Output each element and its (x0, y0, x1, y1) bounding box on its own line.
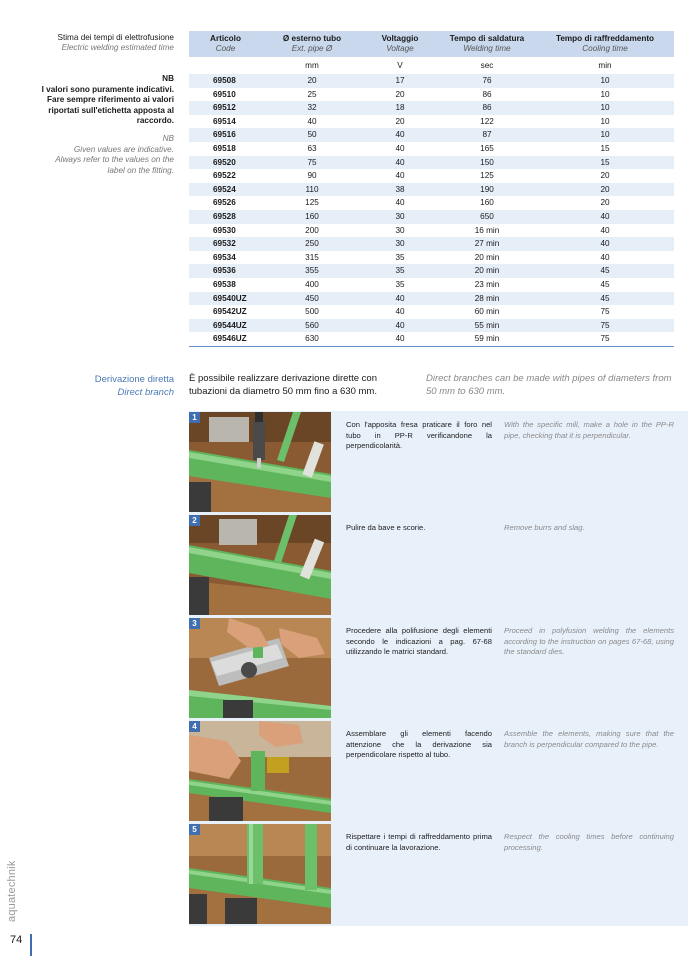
table-cell: 10 (536, 101, 674, 115)
table-row (189, 196, 674, 210)
table-row (189, 169, 674, 183)
col-header-code: Articolo (189, 31, 262, 44)
table-cell: 86 (438, 101, 536, 115)
step-text-it: Con l'apposita fresa praticare il foro nel tubo in PP-R verificandone la perpendicolarità. (346, 420, 492, 451)
unit-cell (189, 58, 262, 75)
sidebar-title-en: Electric welding estimated time (61, 43, 174, 52)
table-cell: 69540UZ (189, 292, 262, 306)
col-header-welding-time: Tempo di saldatura (438, 31, 536, 44)
table-cell: 40 (536, 237, 674, 251)
nb-it-line: Fare sempre riferimento ai valori (47, 95, 174, 105)
table-row (189, 101, 674, 115)
step-text-it: Procedere alla polifusione degli elementi secondo le indicazioni a pag. 67-68 utilizzando le matrici standard. (346, 626, 492, 657)
unit-cell: mm (262, 58, 362, 75)
table-row (189, 224, 674, 238)
table-cell: 20 min (438, 264, 536, 278)
step-number-badge: 1 (189, 412, 200, 423)
table-cell: 20 (536, 196, 674, 210)
table-cell: 315 (262, 251, 362, 265)
table-cell: 18 (362, 101, 438, 115)
section-label-en: Direct branch (117, 387, 174, 398)
table-row (189, 88, 674, 102)
table-cell: 75 (536, 319, 674, 333)
table-cell: 69520 (189, 156, 262, 170)
step-5 (189, 824, 688, 924)
table-row (189, 251, 674, 265)
table-cell: 30 (362, 210, 438, 224)
step-text-it: Assemblare gli elementi facendo attenzione che la derivazione sia perpendicolare rispetto al tubo. (346, 729, 492, 760)
table-cell: 10 (536, 74, 674, 88)
step-4 (189, 721, 688, 821)
table-cell: 40 (262, 115, 362, 129)
table-row (189, 74, 674, 88)
brand-logo (6, 858, 20, 922)
table-cell: 35 (362, 251, 438, 265)
col-header-welding-time-en: Welding time (438, 44, 536, 58)
table-cell: 55 min (438, 319, 536, 333)
step-photo (189, 824, 331, 924)
table-row (189, 128, 674, 142)
table-cell: 75 (536, 332, 674, 346)
table-cell: 35 (362, 264, 438, 278)
table-cell: 40 (362, 142, 438, 156)
table-cell: 69508 (189, 74, 262, 88)
table-cell: 60 min (438, 305, 536, 319)
table-cell: 17 (362, 74, 438, 88)
table-cell: 160 (262, 210, 362, 224)
nb-en-line: NB (162, 133, 174, 143)
table-cell: 69544UZ (189, 319, 262, 333)
brand-text: aquatechnik (6, 860, 18, 922)
table-cell: 63 (262, 142, 362, 156)
table-cell: 160 (438, 196, 536, 210)
welding-times-table (189, 31, 674, 347)
nb-it-line: I valori sono puramente indicativi. (41, 84, 174, 94)
table-cell: 90 (262, 169, 362, 183)
table-cell: 69524 (189, 183, 262, 197)
table-row (189, 305, 674, 319)
table-cell: 165 (438, 142, 536, 156)
table-cell: 40 (536, 210, 674, 224)
sidebar-title-it: Stima dei tempi di elettrofusione (57, 33, 174, 42)
table-cell: 69534 (189, 251, 262, 265)
table-cell: 69516 (189, 128, 262, 142)
table-cell: 250 (262, 237, 362, 251)
table-cell: 40 (362, 156, 438, 170)
table-row (189, 156, 674, 170)
table-cell: 69528 (189, 210, 262, 224)
step-number-badge: 5 (189, 824, 200, 835)
step-text-it: Rispettare i tempi di raffreddamento prima di continuare la lavorazione. (346, 832, 492, 852)
table-cell: 25 (262, 88, 362, 102)
nb-en-line: Given values are indicative. (73, 144, 174, 154)
unit-cell: min (536, 58, 674, 75)
table-cell: 28 min (438, 292, 536, 306)
table-cell: 40 (362, 292, 438, 306)
table-cell: 125 (262, 196, 362, 210)
table-cell: 45 (536, 278, 674, 292)
table-cell: 200 (262, 224, 362, 238)
table-cell: 450 (262, 292, 362, 306)
table-row (189, 264, 674, 278)
table-cell: 40 (362, 128, 438, 142)
table-row (189, 183, 674, 197)
table-cell: 69526 (189, 196, 262, 210)
step-photo (189, 412, 331, 512)
table-cell: 40 (362, 169, 438, 183)
table-cell: 50 (262, 128, 362, 142)
table-cell: 69518 (189, 142, 262, 156)
step-number-badge: 3 (189, 618, 200, 629)
section-label-it: Derivazione diretta (94, 374, 174, 385)
table-row (189, 292, 674, 306)
unit-cell: sec (438, 58, 536, 75)
table-row (189, 319, 674, 333)
table-cell: 20 min (438, 251, 536, 265)
table-cell: 69538 (189, 278, 262, 292)
table-row (189, 332, 674, 346)
col-header-cooling-time-en: Cooling time (536, 44, 674, 58)
table-cell: 10 (536, 115, 674, 129)
step-3 (189, 618, 688, 718)
nb-it-line: raccordo. (136, 116, 174, 126)
nb-it-line: NB (162, 74, 174, 83)
table-cell: 650 (438, 210, 536, 224)
table-cell: 69512 (189, 101, 262, 115)
table-cell: 40 (362, 196, 438, 210)
table-cell: 69514 (189, 115, 262, 129)
table-cell: 87 (438, 128, 536, 142)
table-cell: 40 (362, 305, 438, 319)
table-row (189, 237, 674, 251)
table-cell: 86 (438, 88, 536, 102)
step-number-badge: 2 (189, 515, 200, 526)
table-cell: 560 (262, 319, 362, 333)
nb-note-en (4, 134, 174, 176)
table-cell: 40 (536, 224, 674, 238)
step-text-en: Respect the cooling times before continuing processing. (504, 832, 674, 852)
nb-en-line: label on the fitting. (107, 165, 174, 175)
table-cell: 76 (438, 74, 536, 88)
step-number-badge: 4 (189, 721, 200, 732)
table-cell: 40 (536, 251, 674, 265)
table-cell: 69546UZ (189, 332, 262, 346)
table-cell: 20 (262, 74, 362, 88)
table-cell: 20 (362, 88, 438, 102)
table-row (189, 210, 674, 224)
table-cell: 69542UZ (189, 305, 262, 319)
col-header-code-en: Code (189, 44, 262, 58)
table-cell: 69510 (189, 88, 262, 102)
table-cell: 20 (536, 183, 674, 197)
table-cell: 110 (262, 183, 362, 197)
table-cell: 45 (536, 292, 674, 306)
table-cell: 30 (362, 224, 438, 238)
table-cell: 125 (438, 169, 536, 183)
table-header-row (189, 31, 674, 44)
table-cell: 32 (262, 101, 362, 115)
step-text-en: Assemble the elements, making sure that the branch is perpendicular compared to the pipe. (504, 729, 674, 749)
step-1 (189, 412, 688, 512)
page-number-rule (30, 934, 32, 956)
table-cell: 122 (438, 115, 536, 129)
sidebar-title (14, 33, 174, 53)
table-cell: 500 (262, 305, 362, 319)
table-cell: 69530 (189, 224, 262, 238)
table-cell: 38 (362, 183, 438, 197)
page-number: 74 (10, 934, 23, 946)
table-cell: 20 (362, 115, 438, 129)
table-cell: 15 (536, 142, 674, 156)
step-photo (189, 618, 331, 718)
nb-en-line: Always refer to the values on the (55, 155, 174, 165)
col-header-voltage: Voltaggio (362, 31, 438, 44)
table-cell: 20 (536, 169, 674, 183)
col-header-ext-diameter: Ø esterno tubo (262, 31, 362, 44)
nb-it-line: riportati sull'etichetta apposta al (48, 105, 174, 115)
table-cell: 150 (438, 156, 536, 170)
table-cell: 27 min (438, 237, 536, 251)
table-cell: 40 (362, 319, 438, 333)
table-cell: 355 (262, 264, 362, 278)
col-header-ext-diameter-en: Ext. pipe Ø (262, 44, 362, 58)
unit-cell: V (362, 58, 438, 75)
step-photo (189, 515, 331, 615)
table-row (189, 278, 674, 292)
table-cell: 10 (536, 88, 674, 102)
table-cell: 630 (262, 332, 362, 346)
table-cell: 15 (536, 156, 674, 170)
step-text-en: Remove burrs and slag. (504, 523, 585, 532)
table-row (189, 142, 674, 156)
table-cell: 40 (362, 332, 438, 346)
section-intro-it: È possibile realizzare derivazione dirette con tubazioni da diametro 50 mm fino a 630 mm. (189, 373, 377, 397)
table-cell: 16 min (438, 224, 536, 238)
table-cell: 45 (536, 264, 674, 278)
table-cell: 400 (262, 278, 362, 292)
table-cell: 75 (536, 305, 674, 319)
nb-note (4, 74, 174, 176)
table-cell: 35 (362, 278, 438, 292)
col-header-voltage-en: Voltage (362, 44, 438, 58)
table-cell: 30 (362, 237, 438, 251)
table-cell: 23 min (438, 278, 536, 292)
table-cell: 69532 (189, 237, 262, 251)
section-label (14, 373, 174, 399)
table-row (189, 115, 674, 129)
table-cell: 10 (536, 128, 674, 142)
units-row (189, 58, 674, 75)
table-cell: 59 min (438, 332, 536, 346)
step-text-en: Proceed in polyfusion welding the elements according to the instruction on pages 67-68, using the standard dies. (504, 626, 674, 657)
step-text-it: Pulire da bave e scorie. (346, 523, 426, 532)
step-text-en: With the specific mill, make a hole in the PP-R pipe, checking that it is perpendicular. (504, 420, 674, 440)
col-header-cooling-time: Tempo di raffreddamento (536, 31, 674, 44)
table-cell: 69536 (189, 264, 262, 278)
step-2 (189, 515, 688, 615)
table-header-row-en (189, 44, 674, 58)
nb-note-it (4, 74, 174, 127)
table-cell: 69522 (189, 169, 262, 183)
step-photo (189, 721, 331, 821)
table-cell: 190 (438, 183, 536, 197)
table-cell: 75 (262, 156, 362, 170)
section-intro-en: Direct branches can be made with pipes of diameters from 50 mm to 630 mm. (426, 373, 672, 397)
